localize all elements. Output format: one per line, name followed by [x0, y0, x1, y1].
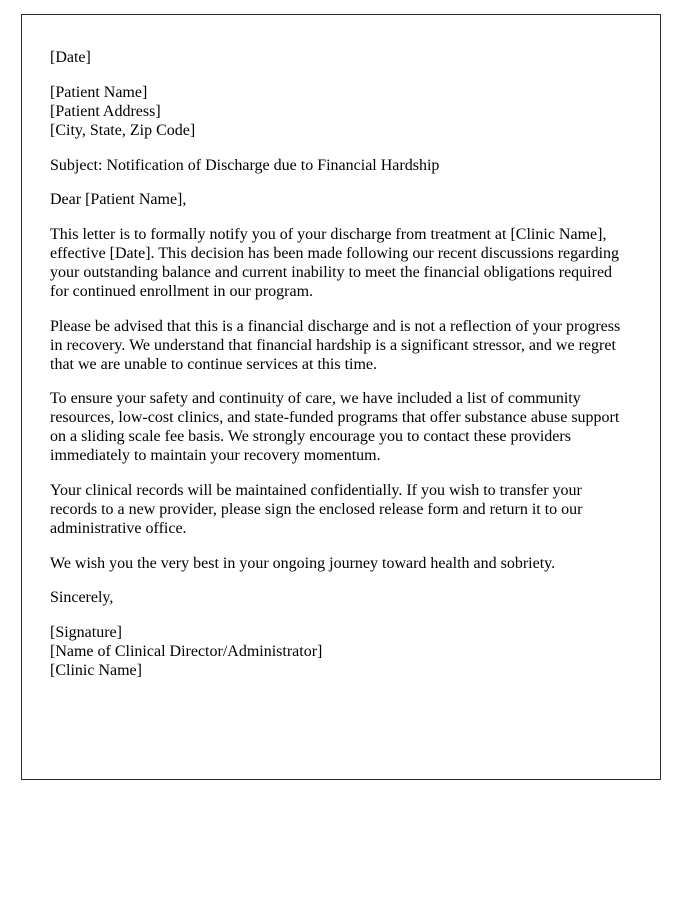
body-paragraph: To ensure your safety and continuity of care, we have included a list of community resources, low-cost clinics, and state-funded programs that offer substance abuse support on a sliding scale fee basis. We strongly encourage you to contact these providers immediately to maintain your recovery momentum. [50, 390, 620, 464]
body-paragraph: Your clinical records will be maintained confidentially. If you wish to transfer your records to a new provider, please sign the enclosed release form and return it to our administrative office. [50, 481, 583, 537]
signature-placeholder: [Signature] [50, 624, 122, 642]
recipient-address-line: [Patient Address] [50, 102, 161, 120]
subject-line: Subject: Notification of Discharge due to Financial Hardship [50, 156, 440, 174]
closing: Sincerely, [50, 589, 114, 607]
body-paragraph: We wish you the very best in your ongoing journey toward health and sobriety. [50, 554, 556, 572]
body-paragraph: Please be advised that this is a financial discharge and is not a reflection of your progress in recovery. We understand that financial hardship is a significant stressor, and we regret that we are unable to continue services at this time. [50, 317, 621, 373]
date-placeholder: [Date] [50, 49, 91, 66]
letter-page [21, 14, 661, 780]
signatory-title-line: [Name of Clinical Director/Administrator] [50, 643, 323, 661]
recipient-city-state-zip-line: [City, State, Zip Code] [50, 121, 196, 139]
clinic-name-line: [Clinic Name] [50, 662, 142, 679]
date-block [50, 49, 632, 68]
salutation: Dear [Patient Name], [50, 191, 187, 209]
recipient-block [50, 84, 632, 141]
signature-block [50, 624, 632, 681]
recipient-name-line: [Patient Name] [50, 83, 148, 101]
body-paragraph: This letter is to formally notify you of your discharge from treatment at [Clinic Name], effective [Date]. This decision has been made following our recent discussions regarding your outstanding balance and current inability to meet the financial obligations required for continued enrollment in our program. [50, 226, 620, 300]
